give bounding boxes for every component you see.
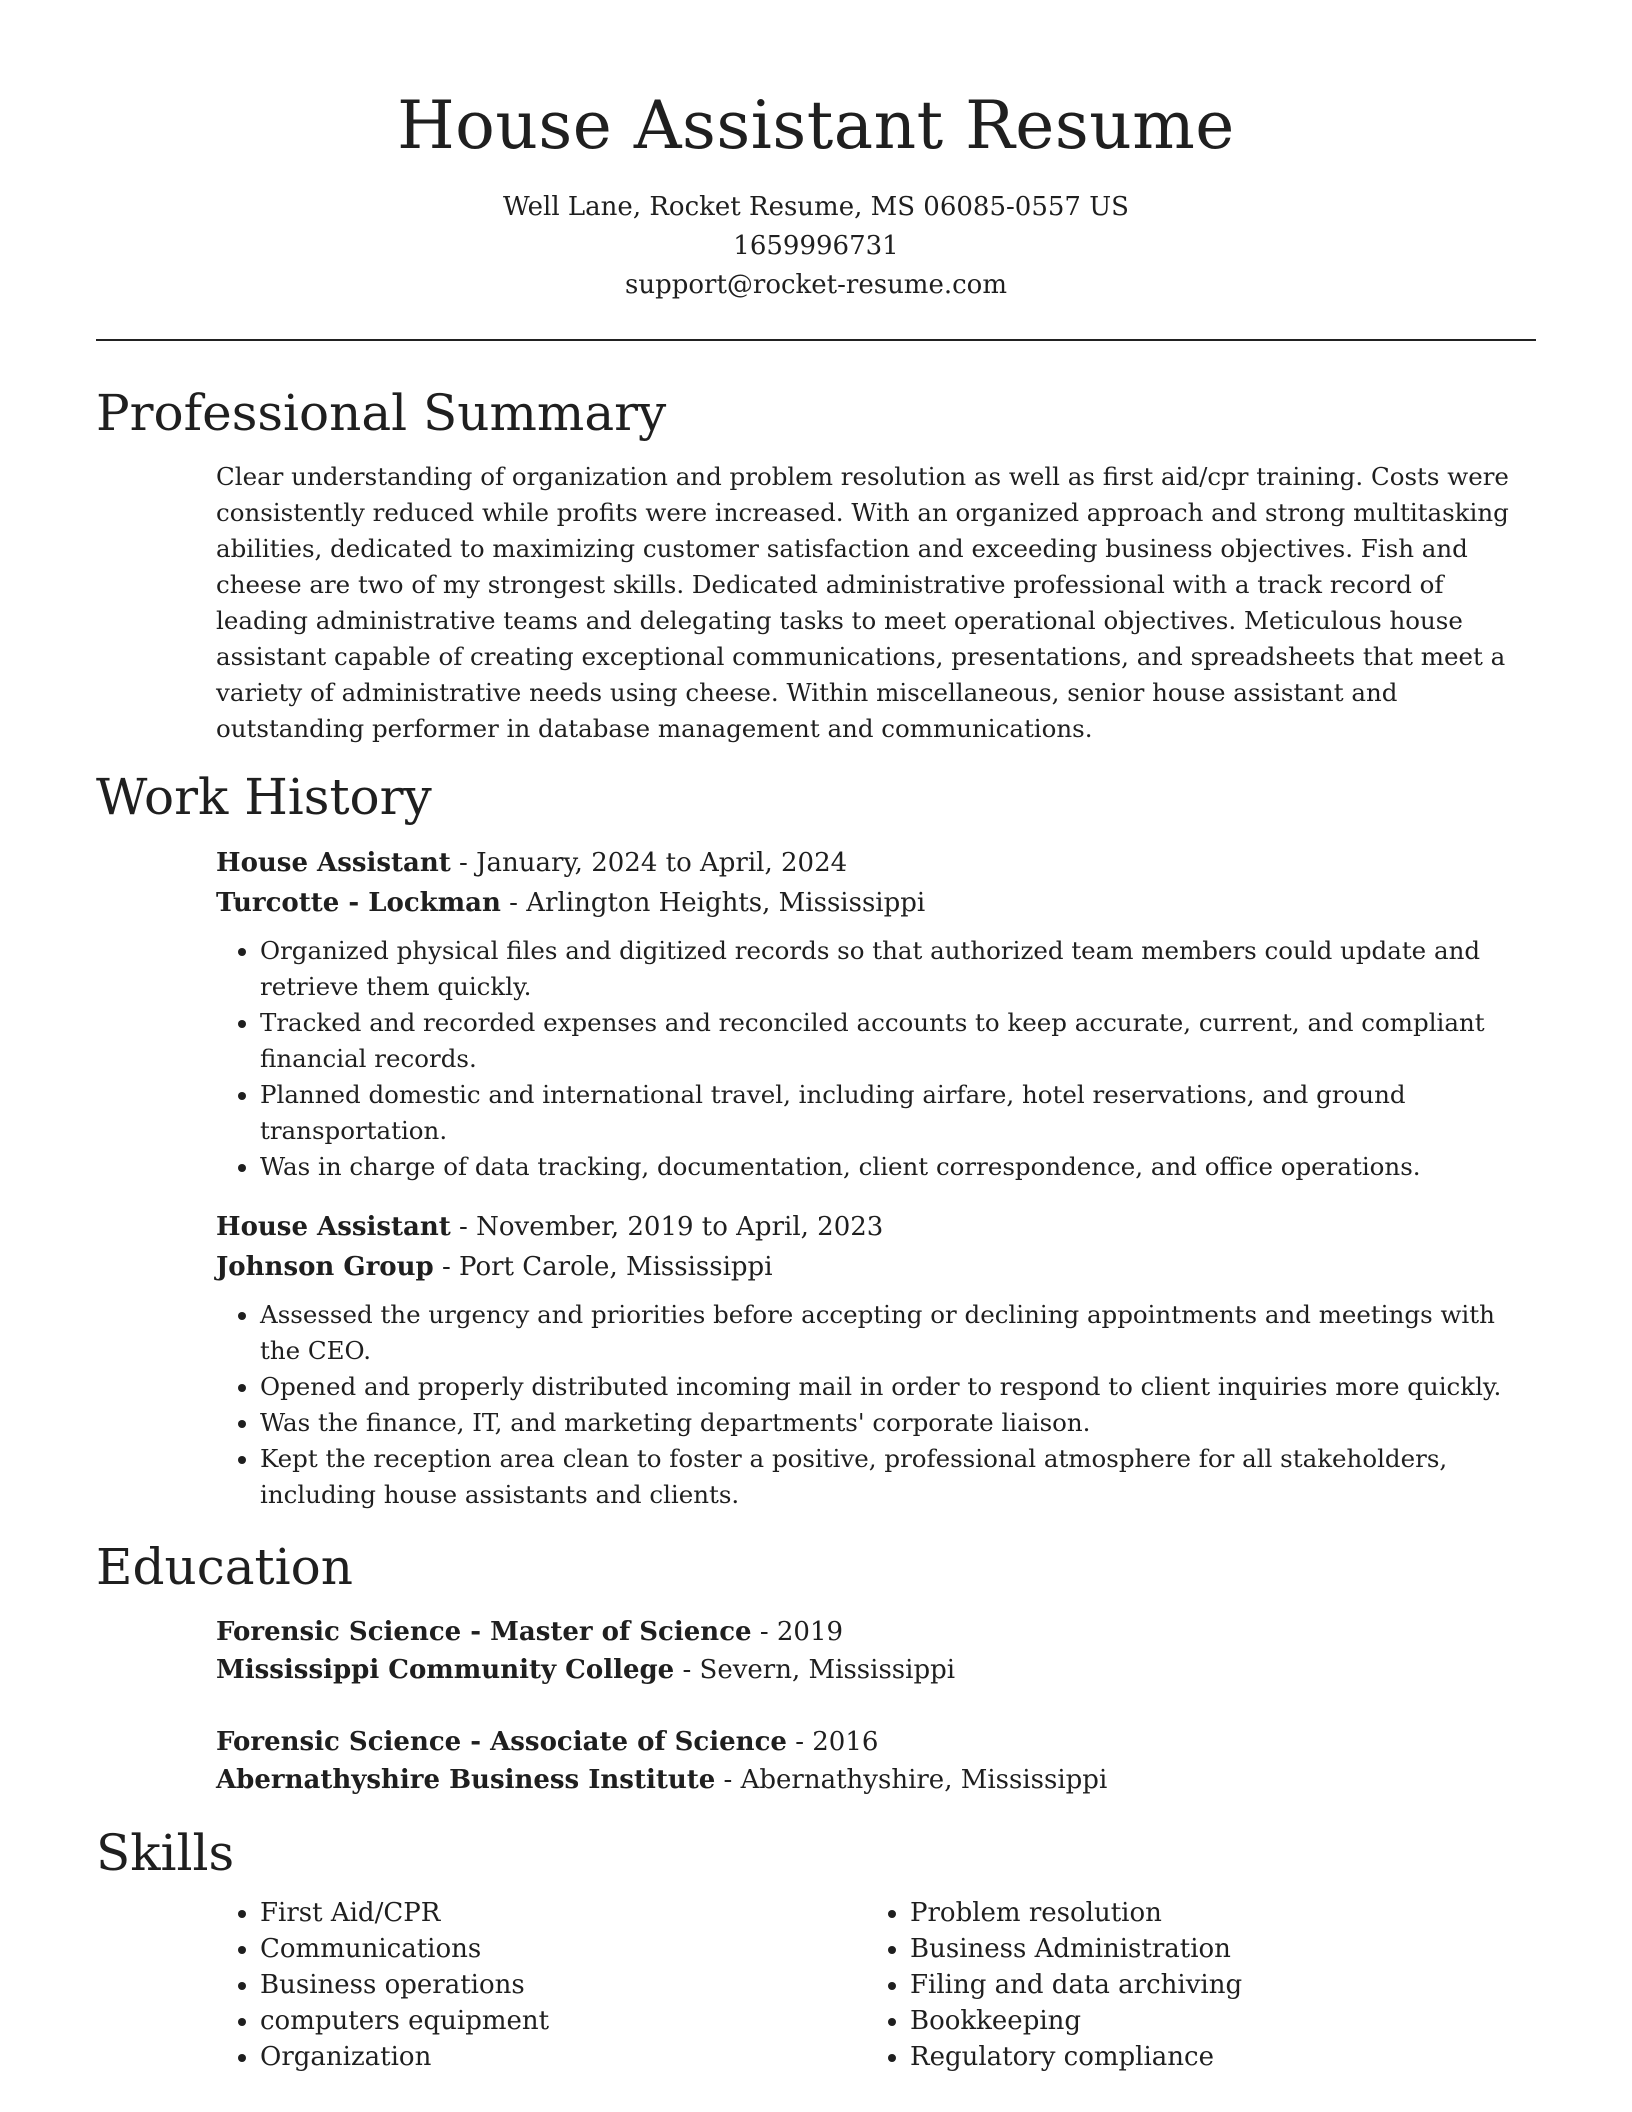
work-history-heading: Work History: [96, 768, 432, 826]
job-title: House Assistant: [216, 848, 451, 878]
education-school-line: [216, 1761, 1536, 1799]
skills-list: [216, 1895, 1536, 2075]
header-divider: [96, 339, 1536, 341]
duty-item: • Kept the reception area clean to foster a positive, professional atmosphere for all stakeholders, including house assistants and clients.: [260, 1441, 1536, 1513]
skill-item: • Bookkeeping: [910, 2003, 1510, 2039]
skill-item: • Business operations: [260, 1967, 866, 2003]
duty-item: • Organized physical files and digitized records so that authorized team members could update and retrieve them quickly.: [260, 933, 1536, 1005]
resume-page: [96, 0, 1536, 2075]
skills-column-left: [216, 1895, 866, 2075]
education-degree-line: [216, 1723, 1536, 1761]
summary-heading: Professional Summary: [96, 384, 667, 442]
education-entry: [216, 1723, 1536, 1799]
contact-block: [96, 188, 1536, 305]
resume-title: House Assistant Resume: [397, 87, 1235, 164]
job-dates: - November, 2019 to April, 2023: [450, 1212, 884, 1242]
job-title-line: [216, 1207, 1536, 1247]
skill-item: • Organization: [260, 2039, 866, 2075]
education-degree: Forensic Science - Associate of Science: [216, 1727, 787, 1757]
skill-item: • First Aid/CPR: [260, 1895, 866, 1931]
job-company: Johnson Group: [216, 1252, 434, 1282]
contact-email: support@rocket-resume.com: [624, 270, 1007, 300]
skills-column-right: [866, 1895, 1510, 2075]
education-degree: Forensic Science - Master of Science: [216, 1617, 752, 1647]
contact-phone: 1659996731: [733, 231, 899, 261]
job-duties: [216, 1297, 1536, 1513]
job-location: - Port Carole, Mississippi: [433, 1252, 773, 1282]
skill-item: • Filing and data archiving: [910, 1967, 1510, 2003]
duty-item: • Tracked and recorded expenses and reconciled accounts to keep accurate, current, and compliant financial records.: [260, 1005, 1536, 1077]
skills-heading: Skills: [96, 1824, 235, 1882]
job-dates: - January, 2024 to April, 2024: [450, 848, 848, 878]
education-heading: Education: [96, 1538, 353, 1596]
job-company-line: [216, 883, 1536, 923]
work-history-list: [216, 843, 1536, 1513]
job-title: House Assistant: [216, 1212, 451, 1242]
education-school-line: [216, 1651, 1536, 1689]
education-year: - 2016: [786, 1727, 879, 1757]
duty-item: • Assessed the urgency and priorities before accepting or declining appointments and meetings with the CEO.: [260, 1297, 1536, 1369]
job-entry: [216, 1207, 1536, 1513]
contact-address: Well Lane, Rocket Resume, MS 06085-0557 US: [503, 192, 1129, 222]
education-year: - 2019: [751, 1617, 844, 1647]
education-degree-line: [216, 1613, 1536, 1651]
skill-item: • Business Administration: [910, 1931, 1510, 1967]
education-location: - Severn, Mississippi: [674, 1655, 956, 1685]
duty-item: • Was in charge of data tracking, documentation, client correspondence, and office operations.: [260, 1149, 1536, 1185]
summary-text: Clear understanding of organization and problem resolution as well as first aid/cpr training. Costs were consistently reduced while profits were increased. With an organized approach and strong multitasking abilities, dedicated to maximizing customer satisfaction and exceeding business objectives. Fish and cheese are two of my strongest skills. Dedicated administrative professional with a track record of leading administrative teams and delegating tasks to meet operational objectives. Meticulous house assistant capable of creating exceptional communications, presentations, and spreadsheets that meet a variety of administrative needs using cheese. Within miscellaneous, senior house assistant and outstanding performer in database management and communications.: [216, 462, 1509, 743]
job-entry: [216, 843, 1536, 1185]
education-list: [216, 1613, 1536, 1799]
job-company-line: [216, 1247, 1536, 1287]
education-school: Mississippi Community College: [216, 1655, 675, 1685]
skill-item: • Regulatory compliance: [910, 2039, 1510, 2075]
duty-item: • Was the finance, IT, and marketing departments' corporate liaison.: [260, 1405, 1536, 1441]
job-company: Turcotte - Lockman: [216, 888, 501, 918]
skill-item: • Communications: [260, 1931, 866, 1967]
education-school: Abernathyshire Business Institute: [216, 1765, 716, 1795]
education-entry: [216, 1613, 1536, 1689]
skill-item: • Problem resolution: [910, 1895, 1510, 1931]
job-title-line: [216, 843, 1536, 883]
job-location: - Arlington Heights, Mississippi: [500, 888, 926, 918]
education-location: - Abernathyshire, Mississippi: [715, 1765, 1108, 1795]
skill-item: • computers equipment: [260, 2003, 866, 2039]
duty-item: • Planned domestic and international travel, including airfare, hotel reservations, and ground transportation.: [260, 1077, 1536, 1149]
job-duties: [216, 933, 1536, 1185]
duty-item: • Opened and properly distributed incoming mail in order to respond to client inquiries more quickly.: [260, 1369, 1536, 1405]
